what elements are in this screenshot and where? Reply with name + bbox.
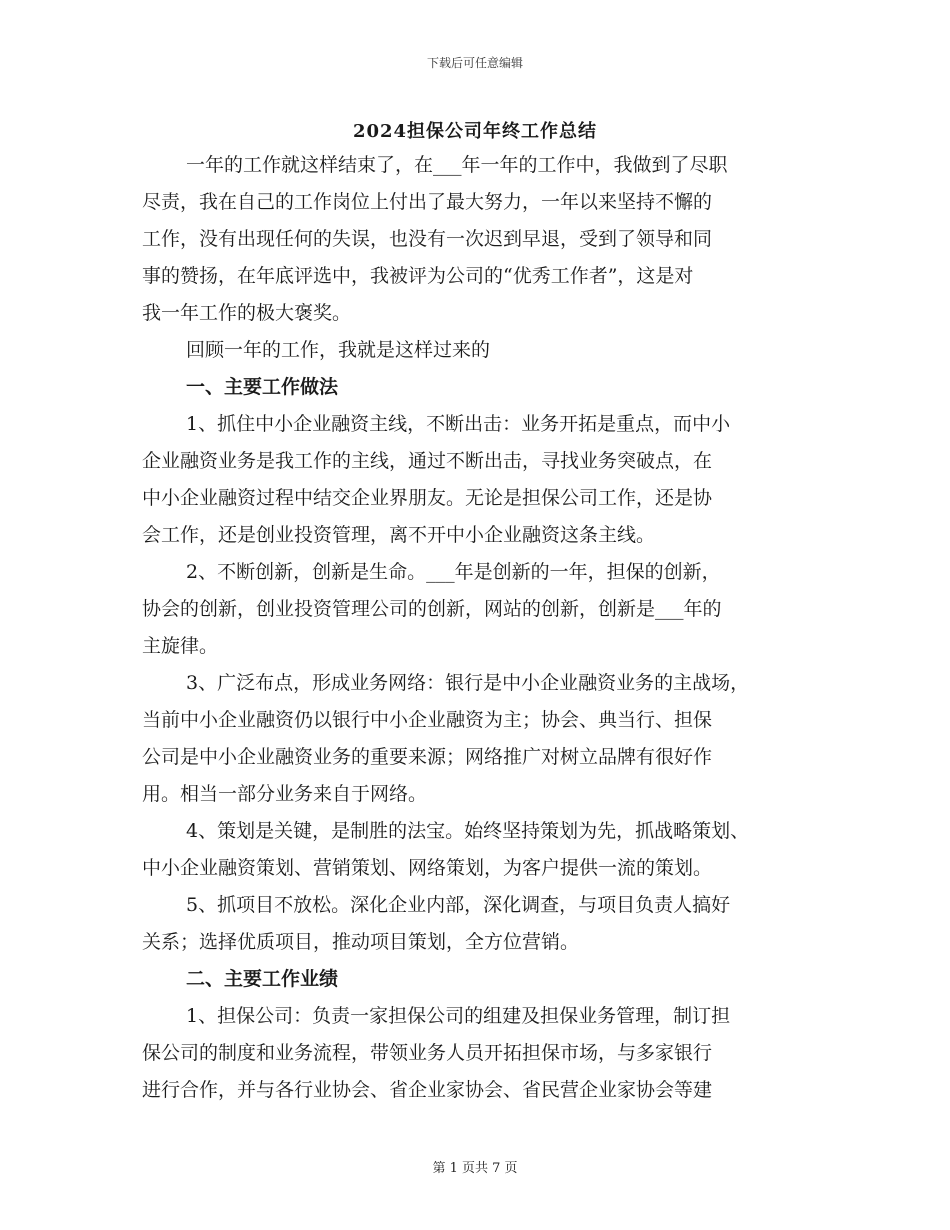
paragraph-line: 主旋律。 <box>142 635 219 657</box>
paragraph-line: 进行合作，并与各行业协会、省企业家协会、省民营企业家协会等建 <box>142 1079 713 1101</box>
paragraph-line: 3、广泛布点，形成业务网络：银行是中小企业融资业务的主战场， <box>186 672 750 694</box>
page-footer: 第 1 页共 7 页 <box>432 1161 518 1176</box>
paragraph-line: 4、策划是关键，是制胜的法宝。始终坚持策划为先，抓战略策划、 <box>186 820 750 842</box>
paragraph-line: 事的赞扬，在年底评选中，我被评为公司的“优秀工作者”，这是对 <box>142 265 694 287</box>
paragraph-line: 回顾一年的工作，我就是这样过来的 <box>186 339 491 361</box>
section-heading: 二、主要工作业绩 <box>186 968 339 990</box>
paragraph-line: 协会的创新，创业投资管理公司的创新，网站的创新，创新是___年的 <box>142 598 722 620</box>
paragraph-line: 我一年工作的极大褒奖。 <box>142 302 352 324</box>
paragraph-line: 中小企业融资策划、营销策划、网络策划，为客户提供一流的策划。 <box>142 857 713 879</box>
page-header: 下载后可任意编辑 <box>426 56 523 70</box>
paragraph-line: 1、担保公司：负责一家担保公司的组建及担保业务管理，制订担 <box>186 1005 731 1027</box>
paragraph-line: 一年的工作就这样结束了，在___年一年的工作中，我做到了尽职 <box>186 154 728 176</box>
paragraph-line: 尽责，我在自己的工作岗位上付出了最大努力，一年以来坚持不懈的 <box>142 191 713 213</box>
paragraph-line: 企业融资业务是我工作的主线，通过不断出击，寻找业务突破点，在 <box>142 450 713 472</box>
paragraph-line: 2、不断创新，创新是生命。___年是创新的一年，担保的创新， <box>186 561 721 583</box>
paragraph-line: 5、抓项目不放松。深化企业内部，深化调查，与项目负责人搞好 <box>186 894 731 916</box>
paragraph-line: 中小企业融资过程中结交企业界朋友。无论是担保公司工作，还是协 <box>142 487 713 509</box>
paragraph-line: 保公司的制度和业务流程，带领业务人员开拓担保市场，与多家银行 <box>142 1042 713 1064</box>
paragraph-line: 工作，没有出现任何的失误，也没有一次迟到早退，受到了领导和同 <box>142 228 713 250</box>
paragraph-line: 1、抓住中小企业融资主线，不断出击：业务开拓是重点，而中小 <box>186 413 731 435</box>
paragraph-line: 会工作，还是创业投资管理，离不开中小企业融资这条主线。 <box>142 524 656 546</box>
paragraph-line: 用。相当一部分业务来自于网络。 <box>142 783 428 805</box>
document-title: 2024担保公司年终工作总结 <box>352 121 598 142</box>
paragraph-line: 公司是中小企业融资业务的重要来源；网络推广对树立品牌有很好作 <box>142 746 713 768</box>
paragraph-line: 当前中小企业融资仍以银行中小企业融资为主；协会、典当行、担保 <box>142 709 713 731</box>
section-heading: 一、主要工作做法 <box>186 376 339 398</box>
paragraph-line: 关系；选择优质项目，推动项目策划，全方位营销。 <box>142 931 580 953</box>
